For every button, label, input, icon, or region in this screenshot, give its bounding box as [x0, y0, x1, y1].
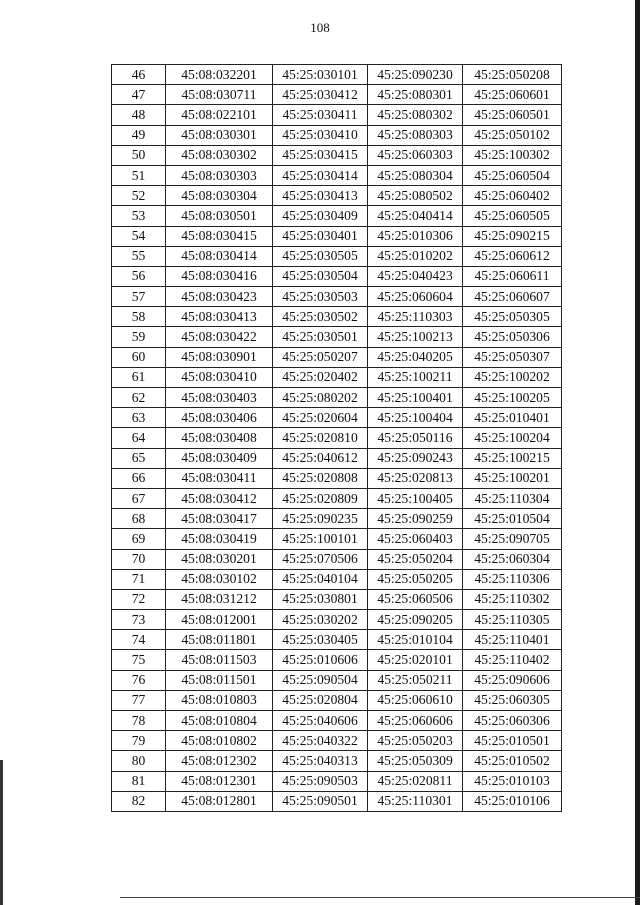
cadastral-number-cell: 45:25:060403	[368, 529, 463, 549]
cadastral-number-cell: 45:25:060305	[463, 690, 562, 710]
cadastral-number-cell: 45:25:010501	[463, 731, 562, 751]
cadastral-number-cell: 45:25:100405	[368, 488, 463, 508]
cadastral-number-cell: 45:25:040313	[273, 751, 368, 771]
cadastral-number-cell: 45:25:080302	[368, 105, 463, 125]
cadastral-number-cell: 45:25:030415	[273, 145, 368, 165]
cadastral-number-cell: 45:25:050207	[273, 347, 368, 367]
cadastral-number-cell: 45:25:100202	[463, 367, 562, 387]
cadastral-number-cell: 45:25:110304	[463, 488, 562, 508]
table-row	[112, 347, 562, 367]
table-row	[112, 589, 562, 609]
cadastral-number-cell: 45:25:030412	[273, 85, 368, 105]
cadastral-number-cell: 45:08:030411	[166, 468, 273, 488]
table-row	[112, 751, 562, 771]
cadastral-number-cell: 45:25:030503	[273, 287, 368, 307]
cadastral-number-cell: 45:08:010802	[166, 731, 273, 751]
cadastral-number-cell: 45:25:100213	[368, 327, 463, 347]
row-number-cell: 55	[112, 246, 166, 266]
table-row	[112, 549, 562, 569]
row-number-cell: 60	[112, 347, 166, 367]
table-row	[112, 630, 562, 650]
cadastral-number-cell: 45:08:030415	[166, 226, 273, 246]
cadastral-number-cell: 45:25:100205	[463, 388, 562, 408]
cadastral-number-cell: 45:25:020808	[273, 468, 368, 488]
cadastral-number-cell: 45:08:031212	[166, 589, 273, 609]
row-number-cell: 70	[112, 549, 166, 569]
row-number-cell: 52	[112, 186, 166, 206]
table-row	[112, 226, 562, 246]
cadastral-number-cell: 45:25:080303	[368, 125, 463, 145]
table-row	[112, 509, 562, 529]
cadastral-number-cell: 45:25:050102	[463, 125, 562, 145]
cadastral-number-cell: 45:25:050203	[368, 731, 463, 751]
cadastral-number-cell: 45:25:030101	[273, 65, 368, 85]
row-number-cell: 73	[112, 610, 166, 630]
cadastral-number-cell: 45:25:090205	[368, 610, 463, 630]
cadastral-number-cell: 45:25:060611	[463, 266, 562, 286]
scan-line-bottom	[120, 897, 640, 898]
cadastral-number-cell: 45:25:070506	[273, 549, 368, 569]
row-number-cell: 78	[112, 711, 166, 731]
cadastral-number-cell: 45:25:040104	[273, 569, 368, 589]
row-number-cell: 50	[112, 145, 166, 165]
cadastral-number-cell: 45:08:030406	[166, 408, 273, 428]
cadastral-number-cell: 45:25:060504	[463, 165, 562, 185]
scan-border-right	[635, 0, 640, 905]
cadastral-number-cell: 45:25:060610	[368, 690, 463, 710]
cadastral-number-cell: 45:25:080502	[368, 186, 463, 206]
cadastral-number-cell: 45:25:050204	[368, 549, 463, 569]
cadastral-number-cell: 45:25:010306	[368, 226, 463, 246]
cadastral-number-cell: 45:25:030414	[273, 165, 368, 185]
cadastral-number-cell: 45:25:030504	[273, 266, 368, 286]
cadastral-number-cell: 45:25:090235	[273, 509, 368, 529]
cadastral-number-cell: 45:25:030801	[273, 589, 368, 609]
cadastral-number-cell: 45:25:060601	[463, 85, 562, 105]
cadastral-number-cell: 45:25:020402	[273, 367, 368, 387]
cadastral-number-cell: 45:08:011801	[166, 630, 273, 650]
cadastral-number-cell: 45:25:110302	[463, 589, 562, 609]
cadastral-number-cell: 45:25:050208	[463, 65, 562, 85]
cadastral-number-cell: 45:25:030502	[273, 307, 368, 327]
cadastral-number-cell: 45:25:090503	[273, 771, 368, 791]
table-row	[112, 65, 562, 85]
cadastral-number-cell: 45:25:030413	[273, 186, 368, 206]
cadastral-number-cell: 45:25:020804	[273, 690, 368, 710]
cadastral-number-cell: 45:25:010106	[463, 791, 562, 811]
cadastral-number-cell: 45:25:030505	[273, 246, 368, 266]
cadastral-number-cell: 45:25:030202	[273, 610, 368, 630]
cadastral-number-cell: 45:08:030413	[166, 307, 273, 327]
cadastral-number-cell: 45:08:030403	[166, 388, 273, 408]
cadastral-number-cell: 45:25:100204	[463, 428, 562, 448]
table-row	[112, 670, 562, 690]
cadastral-number-cell: 45:25:020811	[368, 771, 463, 791]
cadastral-number-cell: 45:25:040606	[273, 711, 368, 731]
cadastral-number-cell: 45:25:080301	[368, 85, 463, 105]
cadastral-number-cell: 45:25:060303	[368, 145, 463, 165]
row-number-cell: 77	[112, 690, 166, 710]
cadastral-number-cell: 45:08:030417	[166, 509, 273, 529]
table-row	[112, 246, 562, 266]
cadastral-number-cell: 45:08:010803	[166, 690, 273, 710]
cadastral-number-cell: 45:25:080304	[368, 165, 463, 185]
cadastral-number-cell: 45:08:030303	[166, 165, 273, 185]
table-row	[112, 287, 562, 307]
cadastral-number-cell: 45:25:060306	[463, 711, 562, 731]
row-number-cell: 80	[112, 751, 166, 771]
cadastral-number-cell: 45:25:050116	[368, 428, 463, 448]
cadastral-number-cell: 45:08:030410	[166, 367, 273, 387]
cadastral-table-container	[111, 64, 562, 812]
cadastral-number-cell: 45:08:030102	[166, 569, 273, 589]
table-row	[112, 145, 562, 165]
table-row	[112, 428, 562, 448]
cadastral-number-cell: 45:25:090504	[273, 670, 368, 690]
table-row	[112, 408, 562, 428]
row-number-cell: 62	[112, 388, 166, 408]
table-row	[112, 690, 562, 710]
table-row	[112, 388, 562, 408]
cadastral-number-cell: 45:25:050306	[463, 327, 562, 347]
cadastral-number-cell: 45:08:030419	[166, 529, 273, 549]
cadastral-number-cell: 45:25:010103	[463, 771, 562, 791]
row-number-cell: 75	[112, 650, 166, 670]
cadastral-number-cell: 45:25:110303	[368, 307, 463, 327]
cadastral-number-cell: 45:08:030412	[166, 488, 273, 508]
table-row	[112, 105, 562, 125]
cadastral-number-cell: 45:08:012302	[166, 751, 273, 771]
table-row	[112, 307, 562, 327]
cadastral-number-cell: 45:08:030416	[166, 266, 273, 286]
cadastral-number-cell: 45:08:030304	[166, 186, 273, 206]
cadastral-number-cell: 45:25:030411	[273, 105, 368, 125]
cadastral-number-cell: 45:25:100101	[273, 529, 368, 549]
cadastral-number-cell: 45:08:010804	[166, 711, 273, 731]
cadastral-number-cell: 45:25:040322	[273, 731, 368, 751]
row-number-cell: 69	[112, 529, 166, 549]
cadastral-number-cell: 45:25:030501	[273, 327, 368, 347]
cadastral-number-cell: 45:08:030201	[166, 549, 273, 569]
cadastral-number-cell: 45:25:030405	[273, 630, 368, 650]
table-row	[112, 165, 562, 185]
cadastral-number-cell: 45:25:100302	[463, 145, 562, 165]
cadastral-number-cell: 45:08:030302	[166, 145, 273, 165]
cadastral-number-cell: 45:25:010104	[368, 630, 463, 650]
cadastral-number-cell: 45:25:100211	[368, 367, 463, 387]
cadastral-number-cell: 45:25:020809	[273, 488, 368, 508]
cadastral-number-cell: 45:25:100404	[368, 408, 463, 428]
cadastral-number-cell: 45:08:030711	[166, 85, 273, 105]
cadastral-number-cell: 45:25:090259	[368, 509, 463, 529]
cadastral-number-cell: 45:25:050205	[368, 569, 463, 589]
table-row	[112, 468, 562, 488]
cadastral-number-cell: 45:25:090705	[463, 529, 562, 549]
row-number-cell: 49	[112, 125, 166, 145]
row-number-cell: 54	[112, 226, 166, 246]
row-number-cell: 81	[112, 771, 166, 791]
cadastral-number-cell: 45:08:011501	[166, 670, 273, 690]
table-row	[112, 711, 562, 731]
table-row	[112, 125, 562, 145]
row-number-cell: 53	[112, 206, 166, 226]
cadastral-number-cell: 45:25:050307	[463, 347, 562, 367]
row-number-cell: 82	[112, 791, 166, 811]
cadastral-number-cell: 45:25:030410	[273, 125, 368, 145]
cadastral-number-cell: 45:25:100215	[463, 448, 562, 468]
cadastral-number-cell: 45:25:060604	[368, 287, 463, 307]
cadastral-number-cell: 45:25:090243	[368, 448, 463, 468]
cadastral-number-cell: 45:08:012301	[166, 771, 273, 791]
cadastral-number-cell: 45:25:110401	[463, 630, 562, 650]
row-number-cell: 56	[112, 266, 166, 286]
table-row	[112, 448, 562, 468]
cadastral-number-cell: 45:25:050305	[463, 307, 562, 327]
cadastral-number-cell: 45:25:030401	[273, 226, 368, 246]
cadastral-number-cell: 45:25:010401	[463, 408, 562, 428]
table-row	[112, 569, 562, 589]
cadastral-number-cell: 45:25:110306	[463, 569, 562, 589]
cadastral-number-cell: 45:25:050309	[368, 751, 463, 771]
cadastral-number-cell: 45:25:010504	[463, 509, 562, 529]
cadastral-number-cell: 45:25:040205	[368, 347, 463, 367]
table-row	[112, 327, 562, 347]
cadastral-number-cell: 45:08:030501	[166, 206, 273, 226]
cadastral-number-cell: 45:25:090215	[463, 226, 562, 246]
cadastral-number-cell: 45:08:030301	[166, 125, 273, 145]
row-number-cell: 59	[112, 327, 166, 347]
table-row	[112, 488, 562, 508]
cadastral-number-cell: 45:08:030414	[166, 246, 273, 266]
cadastral-number-cell: 45:25:100201	[463, 468, 562, 488]
cadastral-number-cell: 45:25:090230	[368, 65, 463, 85]
cadastral-number-cell: 45:08:022101	[166, 105, 273, 125]
cadastral-number-cell: 45:25:100401	[368, 388, 463, 408]
table-row	[112, 771, 562, 791]
row-number-cell: 57	[112, 287, 166, 307]
cadastral-number-cell: 45:25:060506	[368, 589, 463, 609]
table-row	[112, 610, 562, 630]
cadastral-number-cell: 45:08:032201	[166, 65, 273, 85]
row-number-cell: 68	[112, 509, 166, 529]
row-number-cell: 65	[112, 448, 166, 468]
cadastral-number-cell: 45:25:020813	[368, 468, 463, 488]
row-number-cell: 63	[112, 408, 166, 428]
cadastral-number-cell: 45:25:050211	[368, 670, 463, 690]
scan-border-left	[0, 760, 3, 905]
table-row	[112, 650, 562, 670]
table-row	[112, 791, 562, 811]
row-number-cell: 47	[112, 85, 166, 105]
cadastral-number-cell: 45:08:030422	[166, 327, 273, 347]
cadastral-number-cell: 45:25:060607	[463, 287, 562, 307]
row-number-cell: 72	[112, 589, 166, 609]
table-row	[112, 206, 562, 226]
cadastral-number-cell: 45:25:090501	[273, 791, 368, 811]
cadastral-number-cell: 45:08:030408	[166, 428, 273, 448]
cadastral-number-cell: 45:25:060505	[463, 206, 562, 226]
cadastral-number-cell: 45:25:110402	[463, 650, 562, 670]
cadastral-number-cell: 45:25:010202	[368, 246, 463, 266]
cadastral-number-cell: 45:25:060304	[463, 549, 562, 569]
cadastral-number-cell: 45:25:110301	[368, 791, 463, 811]
row-number-cell: 71	[112, 569, 166, 589]
row-number-cell: 76	[112, 670, 166, 690]
cadastral-number-cell: 45:25:110305	[463, 610, 562, 630]
row-number-cell: 51	[112, 165, 166, 185]
cadastral-number-cell: 45:25:020101	[368, 650, 463, 670]
cadastral-number-cell: 45:25:040612	[273, 448, 368, 468]
cadastral-number-cell: 45:08:011503	[166, 650, 273, 670]
cadastral-number-cell: 45:25:030409	[273, 206, 368, 226]
cadastral-numbers-table	[111, 64, 562, 812]
row-number-cell: 46	[112, 65, 166, 85]
table-row	[112, 367, 562, 387]
cadastral-number-cell: 45:25:060612	[463, 246, 562, 266]
table-row	[112, 266, 562, 286]
table-row	[112, 85, 562, 105]
row-number-cell: 67	[112, 488, 166, 508]
cadastral-number-cell: 45:25:040423	[368, 266, 463, 286]
cadastral-number-cell: 45:25:040414	[368, 206, 463, 226]
cadastral-number-cell: 45:25:060606	[368, 711, 463, 731]
row-number-cell: 61	[112, 367, 166, 387]
cadastral-number-cell: 45:25:010606	[273, 650, 368, 670]
cadastral-number-cell: 45:25:090606	[463, 670, 562, 690]
cadastral-number-cell: 45:08:030423	[166, 287, 273, 307]
cadastral-number-cell: 45:08:012801	[166, 791, 273, 811]
cadastral-number-cell: 45:25:020810	[273, 428, 368, 448]
cadastral-number-cell: 45:08:012001	[166, 610, 273, 630]
cadastral-number-cell: 45:25:020604	[273, 408, 368, 428]
row-number-cell: 74	[112, 630, 166, 650]
table-row	[112, 529, 562, 549]
row-number-cell: 79	[112, 731, 166, 751]
table-row	[112, 731, 562, 751]
row-number-cell: 48	[112, 105, 166, 125]
cadastral-number-cell: 45:25:010502	[463, 751, 562, 771]
cadastral-number-cell: 45:08:030409	[166, 448, 273, 468]
row-number-cell: 58	[112, 307, 166, 327]
cadastral-number-cell: 45:08:030901	[166, 347, 273, 367]
cadastral-number-cell: 45:25:080202	[273, 388, 368, 408]
row-number-cell: 64	[112, 428, 166, 448]
row-number-cell: 66	[112, 468, 166, 488]
table-body	[112, 65, 562, 812]
cadastral-number-cell: 45:25:060402	[463, 186, 562, 206]
page-number: 108	[310, 20, 330, 35]
table-row	[112, 186, 562, 206]
cadastral-number-cell: 45:25:060501	[463, 105, 562, 125]
